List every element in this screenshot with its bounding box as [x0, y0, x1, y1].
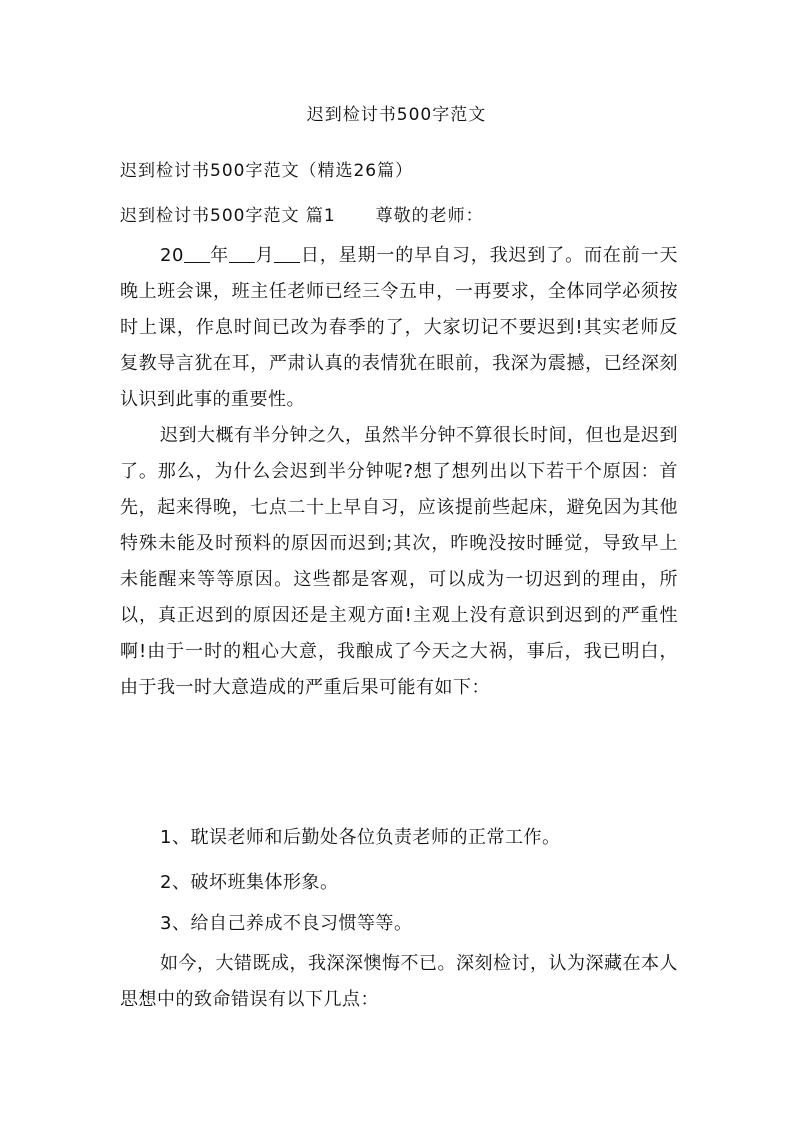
- list-item: 1、耽误老师和后勤处各位负责老师的正常工作。: [160, 827, 561, 848]
- month-char: 月: [255, 245, 275, 266]
- list-item: 3、给自己养成不良习惯等等。: [160, 913, 413, 934]
- section-heading: [120, 202, 680, 230]
- salutation: 尊敬的老师：: [375, 206, 484, 226]
- blank-underline-month: [229, 242, 255, 263]
- list-item: 2、破坏班集体形象。: [160, 872, 339, 893]
- paragraph-1-text: 日，星期一的早自习，我迟到了。而在前一天晚上班会课，班主任老师已经三令五申，一再要求，全体同学必须按时上课，作息时间已改为春季的了，大家切记不要迟到!其实老师反复教导言犹在耳，严肃认真的表情犹在眼前，我深为震撼，已经深刻认识到此事的重要性。: [120, 245, 679, 410]
- paragraph-1: [120, 238, 678, 418]
- document-title: 迟到检讨书500字范文: [306, 105, 487, 125]
- paragraph-3: 如今，大错既成，我深深懊悔不已。深刻检讨，认为深藏在本人思想中的致命错误有以下几点：: [120, 953, 678, 1010]
- blank-underline-day: [274, 242, 300, 263]
- section-label: 迟到检讨书500字范文 篇1: [120, 206, 336, 226]
- document-subtitle: 迟到检讨书500字范文（精选26篇）: [120, 161, 414, 181]
- paragraph-2: 迟到大概有半分钟之久，虽然半分钟不算很长时间，但也是迟到了。那么，为什么会迟到半分钟呢?想了想列出以下若干个原因：首先，起来得晚，七点二十上早自习，应该提前些起床，避免因为其他特殊未能及时预料的原因而迟到;其次，昨晚没按时睡觉，导致早上未能醒来等等原因。这些都是客观，可以成为一切迟到的理由，所以，真正迟到的原因还是主观方面!主观上没有意识到迟到的严重性啊!由于一时的粗心大意，我酿成了今天之大祸，事后，我已明白，由于我一时大意造成的严重后果可能有如下：: [120, 425, 678, 698]
- year-char: 年: [209, 245, 230, 266]
- year-prefix: 20: [160, 245, 184, 266]
- blank-underline-year: [184, 242, 210, 263]
